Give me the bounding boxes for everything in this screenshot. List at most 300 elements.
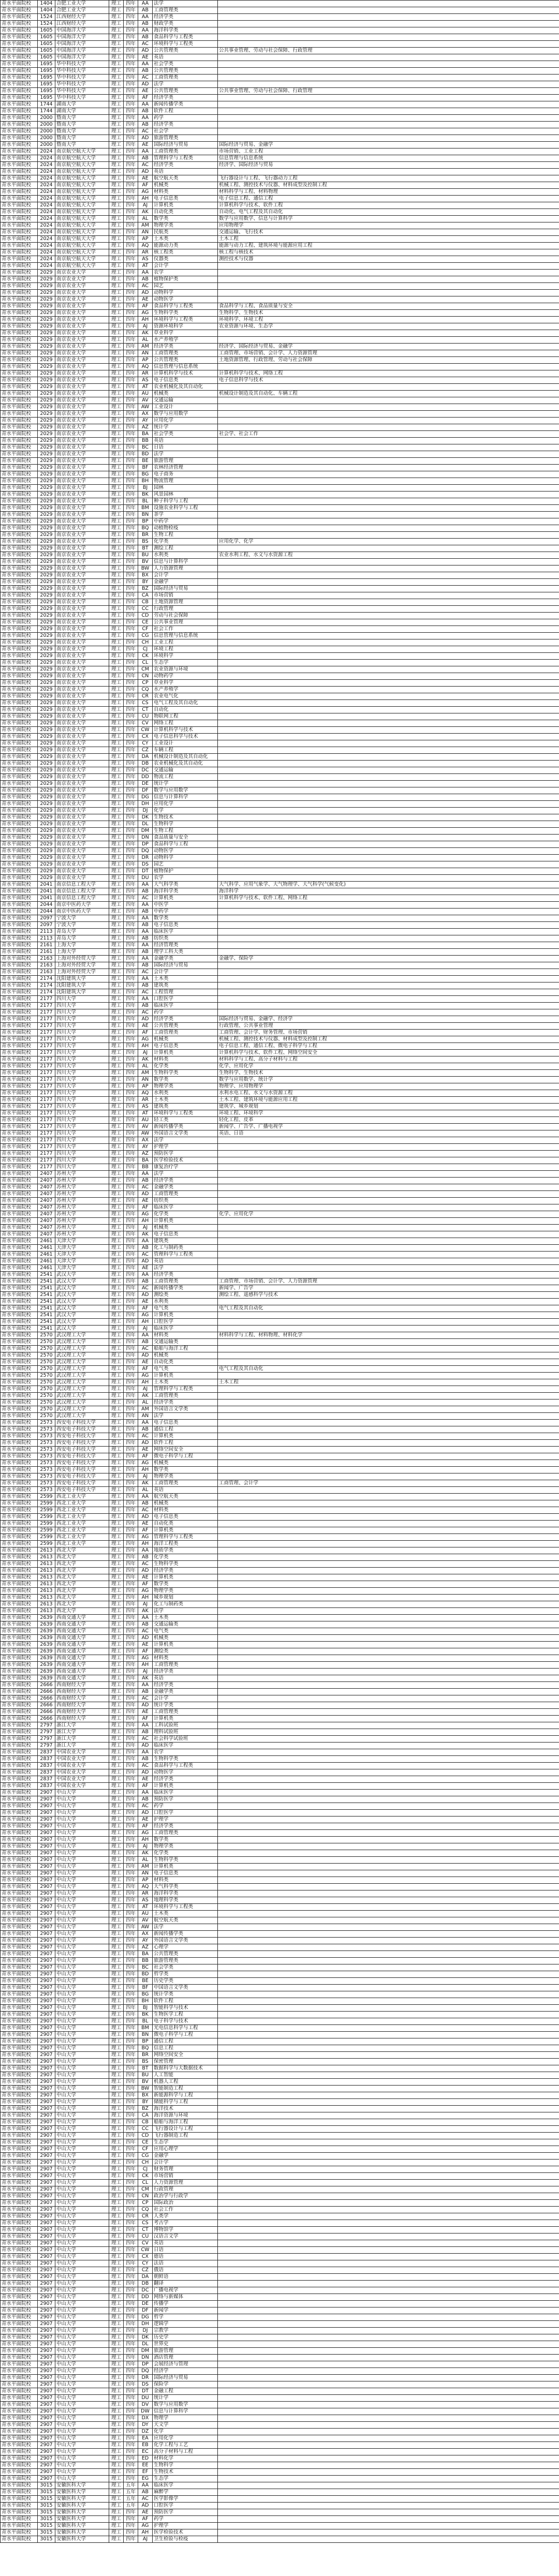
duration-cell: 四年 (124, 1776, 138, 1783)
school-name-cell: 四川大学 (55, 1124, 109, 1130)
school-code-cell: 2029 (38, 444, 55, 451)
category-cell: 理工 (109, 895, 124, 902)
school-name-cell: 暨南大学 (55, 115, 109, 122)
major-code-cell: AB (138, 34, 153, 41)
major-code-cell: AS (138, 377, 153, 384)
category-cell: 理工 (109, 767, 124, 774)
category-cell: 理工 (109, 1252, 124, 1258)
major-name-cell: 海洋工程类 (153, 1541, 218, 1547)
school-name-cell: 中山大学 (55, 1964, 109, 1971)
major-code-cell: BE (138, 1978, 153, 1985)
school-name-cell: 南京农业大学 (55, 404, 109, 411)
major-code-cell: AC (138, 1507, 153, 1514)
major-code-cell: BS (138, 539, 153, 545)
major-name-cell: 茶学 (153, 512, 218, 518)
major-name-cell: 卫生检验与检疫 (153, 2536, 218, 2543)
duration-cell: 四年 (124, 814, 138, 821)
major-name-cell: 微电子科学与工程 (153, 2032, 218, 2038)
school-code-cell: 3015 (38, 2516, 55, 2523)
duration-cell: 四年 (124, 263, 138, 270)
school-code-cell: 2029 (38, 370, 55, 377)
major-detail-cell (218, 2529, 559, 2536)
major-code-cell: AZ (138, 424, 153, 431)
batch-cell: 青水平面院校 (1, 1716, 38, 1722)
school-name-cell: 中山大学 (55, 2429, 109, 2435)
table-row (1, 2173, 559, 2180)
school-name-cell: 南京农业大学 (55, 565, 109, 572)
school-code-cell: 2907 (38, 2368, 55, 2375)
major-name-cell: 通信工程 (153, 2038, 218, 2045)
table-row (1, 976, 559, 982)
school-code-cell: 2907 (38, 1796, 55, 1803)
school-code-cell: 2666 (38, 1716, 55, 1722)
table-row (1, 613, 559, 619)
school-code-cell: 2177 (38, 1164, 55, 1171)
duration-cell: 四年 (124, 1521, 138, 1527)
major-name-cell: 工商管理类 (153, 1480, 218, 1487)
major-detail-cell (218, 680, 559, 687)
school-name-cell: 中山大学 (55, 2341, 109, 2348)
category-cell: 理工 (109, 296, 124, 303)
school-name-cell: 中山大学 (55, 1816, 109, 1823)
table-row (1, 2341, 559, 2348)
table-row (1, 1655, 559, 1662)
table-row (1, 350, 559, 357)
school-name-cell: 南京农业大学 (55, 330, 109, 337)
major-code-cell: AQ (138, 1090, 153, 1097)
category-cell: 理工 (109, 794, 124, 801)
table-row (1, 1857, 559, 1864)
category-cell: 理工 (109, 673, 124, 680)
table-row (1, 774, 559, 781)
table-row (1, 1803, 559, 1810)
category-cell: 理工 (109, 1911, 124, 1917)
batch-cell: 青水平面院校 (1, 814, 38, 821)
category-cell: 理工 (109, 2139, 124, 2146)
major-detail-cell (218, 2193, 559, 2200)
school-code-cell: 2541 (38, 1272, 55, 1278)
table-row (1, 364, 559, 370)
major-name-cell: 公共事业管理 (153, 619, 218, 626)
major-detail-cell (218, 639, 559, 646)
major-name-cell: 社会工作 (153, 2207, 218, 2213)
major-name-cell: 应用心理学 (153, 2146, 218, 2153)
table-row (1, 996, 559, 1003)
batch-cell: 青水平面院校 (1, 1722, 38, 1729)
major-code-cell: DA (138, 754, 153, 761)
school-code-cell: 2461 (38, 1245, 55, 1252)
school-code-cell: 2177 (38, 1043, 55, 1050)
batch-cell: 青水平面院校 (1, 458, 38, 465)
duration-cell: 四年 (124, 34, 138, 41)
major-code-cell: CW (138, 2247, 153, 2254)
major-code-cell: AC (138, 1803, 153, 1810)
major-code-cell: AH (138, 1043, 153, 1050)
major-code-cell: AC (138, 989, 153, 996)
major-detail-cell (218, 774, 559, 781)
batch-cell: 青水平面院校 (1, 2368, 38, 2375)
school-code-cell: 2161 (38, 949, 55, 956)
table-row (1, 639, 559, 646)
school-code-cell: 2029 (38, 384, 55, 391)
category-cell: 理工 (109, 565, 124, 572)
major-name-cell: 数学类 (153, 1077, 218, 1083)
major-name-cell: 工业设计 (153, 740, 218, 747)
major-code-cell: AD (138, 1635, 153, 1642)
table-row (1, 2005, 559, 2012)
school-name-cell: 中山大学 (55, 2092, 109, 2099)
category-cell: 理工 (109, 155, 124, 162)
table-row (1, 1756, 559, 1763)
table-row (1, 1554, 559, 1561)
category-cell: 理工 (109, 1769, 124, 1776)
category-cell: 理工 (109, 1716, 124, 1722)
category-cell: 理工 (109, 1527, 124, 1534)
school-name-cell: 苏州大学 (55, 1218, 109, 1225)
school-name-cell: 西安电子科技大学 (55, 1460, 109, 1467)
table-row (1, 902, 559, 909)
school-name-cell: 西北大学 (55, 1561, 109, 1568)
table-row (1, 1373, 559, 1379)
category-cell: 理工 (109, 2462, 124, 2469)
major-detail-cell (218, 565, 559, 572)
school-code-cell: 2163 (38, 962, 55, 969)
major-detail-cell (218, 579, 559, 586)
table-row (1, 1884, 559, 1890)
table-row (1, 27, 559, 34)
major-code-cell: AD (138, 1514, 153, 1521)
school-name-cell: 南京农业大学 (55, 761, 109, 767)
major-detail-cell (218, 808, 559, 814)
school-code-cell: 2407 (38, 1225, 55, 1231)
school-code-cell: 2029 (38, 471, 55, 478)
batch-cell: 青水平面院校 (1, 391, 38, 397)
duration-cell: 四年 (124, 868, 138, 875)
school-name-cell: 南京农业大学 (55, 660, 109, 666)
major-detail-cell (218, 2402, 559, 2408)
duration-cell: 四年 (124, 1857, 138, 1864)
major-detail-cell (218, 1581, 559, 1588)
duration-cell: 四年 (124, 1104, 138, 1110)
major-name-cell: 医学影像学 (153, 2496, 218, 2503)
school-name-cell: 西安电子科技大学 (55, 1467, 109, 1473)
major-code-cell: DT (138, 868, 153, 875)
major-name-cell: 公共管理类 (153, 1023, 218, 1030)
category-cell: 理工 (109, 1924, 124, 1931)
school-name-cell: 武汉理工大学 (55, 1346, 109, 1352)
duration-cell: 四年 (124, 424, 138, 431)
table-row (1, 209, 559, 216)
major-name-cell: 飞行器制造工程 (153, 2133, 218, 2139)
school-code-cell: 2044 (38, 909, 55, 915)
school-code-cell: 2177 (38, 1009, 55, 1016)
table-row (1, 303, 559, 310)
duration-cell: 四年 (124, 592, 138, 599)
table-row (1, 2099, 559, 2106)
major-detail-cell (218, 397, 559, 404)
major-code-cell: BV (138, 2079, 153, 2086)
major-detail-cell: 环境科学、环境工程 (218, 317, 559, 323)
table-row (1, 1137, 559, 1144)
table-row (1, 673, 559, 680)
table-row (1, 2375, 559, 2381)
school-code-cell: 2599 (38, 1494, 55, 1500)
school-code-cell: 2573 (38, 1447, 55, 1453)
school-name-cell: 南京农业大学 (55, 868, 109, 875)
duration-cell: 四年 (124, 391, 138, 397)
category-cell: 理工 (109, 1662, 124, 1669)
major-detail-cell: 信息管理与信息系统 (218, 155, 559, 162)
table-row (1, 1971, 559, 1978)
major-detail-cell: 自动化、电气工程及其自动化 (218, 209, 559, 216)
school-name-cell: 四川大学 (55, 1003, 109, 1009)
school-name-cell: 中山大学 (55, 2455, 109, 2462)
batch-cell: 青水平面院校 (1, 512, 38, 518)
major-code-cell: CH (138, 2160, 153, 2166)
school-name-cell: 南京农业大学 (55, 774, 109, 781)
category-cell: 理工 (109, 2240, 124, 2247)
school-name-cell: 中山大学 (55, 2153, 109, 2160)
duration-cell: 四年 (124, 720, 138, 727)
major-detail-cell (218, 1682, 559, 1689)
batch-cell: 青水平面院校 (1, 2415, 38, 2422)
school-name-cell: 天津大学 (55, 1265, 109, 1272)
category-cell: 理工 (109, 2442, 124, 2449)
school-name-cell: 苏州大学 (55, 1171, 109, 1178)
major-name-cell: 生物科学类 (153, 1756, 218, 1763)
table-row (1, 559, 559, 565)
duration-cell: 四年 (124, 54, 138, 61)
school-code-cell: 2029 (38, 317, 55, 323)
duration-cell: 四年 (124, 95, 138, 101)
table-row (1, 263, 559, 270)
school-code-cell: 2639 (38, 1669, 55, 1675)
major-code-cell: EG (138, 2476, 153, 2482)
category-cell: 理工 (109, 75, 124, 81)
school-name-cell: 中国海洋大学 (55, 27, 109, 34)
category-cell: 理工 (109, 1359, 124, 1366)
batch-cell: 青水平面院校 (1, 2213, 38, 2220)
school-code-cell: 2573 (38, 1420, 55, 1426)
major-code-cell: AG (138, 1655, 153, 1662)
major-detail-cell (218, 1695, 559, 1702)
major-code-cell: AK (138, 1056, 153, 1063)
school-code-cell: 2797 (38, 1743, 55, 1749)
duration-cell: 四年 (124, 1191, 138, 1198)
duration-cell: 四年 (124, 14, 138, 21)
batch-cell: 青水平面院校 (1, 1467, 38, 1473)
school-name-cell: 中山大学 (55, 1911, 109, 1917)
batch-cell: 青水平面院校 (1, 317, 38, 323)
major-detail-cell: 工商管理、市场营销、会计学、人力资源管理 (218, 1278, 559, 1285)
major-name-cell: 化学工程与工艺 (153, 2442, 218, 2449)
batch-cell: 青水平面院校 (1, 1547, 38, 1554)
major-detail-cell (218, 108, 559, 115)
major-name-cell: 口腔医学 (153, 1319, 218, 1326)
table-row (1, 1124, 559, 1130)
duration-cell: 四年 (124, 1467, 138, 1473)
batch-cell: 青水平面院校 (1, 1917, 38, 1924)
table-row (1, 1864, 559, 1870)
category-cell: 理工 (109, 1877, 124, 1884)
duration-cell: 四年 (124, 1998, 138, 2005)
table-row (1, 1272, 559, 1278)
major-code-cell: AD (138, 48, 153, 54)
batch-cell: 青水平面院校 (1, 1769, 38, 1776)
category-cell: 理工 (109, 1164, 124, 1171)
duration-cell: 四年 (124, 357, 138, 364)
major-name-cell: 电气类 (153, 1305, 218, 1312)
duration-cell: 四年 (124, 1931, 138, 1938)
major-code-cell: AB (138, 982, 153, 989)
table-row (1, 2455, 559, 2462)
major-name-cell: 人力资源管理 (153, 565, 218, 572)
batch-cell: 青水平面院校 (1, 2133, 38, 2139)
category-cell: 理工 (109, 2503, 124, 2509)
major-name-cell: 船舶与海洋工程 (153, 2119, 218, 2126)
school-name-cell: 南京农业大学 (55, 270, 109, 276)
major-code-cell: AB (138, 276, 153, 283)
school-name-cell: 南京农业大学 (55, 418, 109, 424)
major-code-cell: BL (138, 2018, 153, 2025)
category-cell: 理工 (109, 747, 124, 754)
major-code-cell: DP (138, 2361, 153, 2368)
major-detail-cell: 机械设计制造及其自动化、车辆工程 (218, 391, 559, 397)
major-detail-cell (218, 875, 559, 882)
major-code-cell: BM (138, 505, 153, 512)
batch-cell: 青水平面院校 (1, 1877, 38, 1884)
major-code-cell: AF (138, 182, 153, 189)
table-row (1, 2254, 559, 2260)
major-code-cell: DF (138, 2307, 153, 2314)
table-row (1, 2388, 559, 2395)
duration-cell: 四年 (124, 1615, 138, 1621)
duration-cell: 四年 (124, 2429, 138, 2435)
major-name-cell: 口腔医学 (153, 996, 218, 1003)
batch-cell: 青水平面院校 (1, 1218, 38, 1225)
batch-cell: 青水平面院校 (1, 2233, 38, 2240)
category-cell: 理工 (109, 1756, 124, 1763)
batch-cell: 青水平面院校 (1, 2462, 38, 2469)
school-code-cell: 2541 (38, 1299, 55, 1305)
major-name-cell: 法学 (153, 1265, 218, 1272)
major-detail-cell: 水利水电工程、水文与水资源工程 (218, 1090, 559, 1097)
batch-cell: 青水平面院校 (1, 545, 38, 552)
table-row (1, 1790, 559, 1796)
batch-cell: 青水平面院校 (1, 1050, 38, 1056)
table-row (1, 465, 559, 471)
major-detail-cell (218, 835, 559, 841)
major-detail-cell (218, 2462, 559, 2469)
batch-cell: 青水平面院校 (1, 438, 38, 444)
major-detail-cell: 金融学、保险学 (218, 956, 559, 962)
category-cell: 理工 (109, 1272, 124, 1278)
batch-cell: 青水平面院校 (1, 1238, 38, 1245)
school-code-cell: 2907 (38, 1816, 55, 1823)
school-code-cell: 2907 (38, 2281, 55, 2287)
major-code-cell: AC (138, 1285, 153, 1292)
duration-cell: 四年 (124, 1830, 138, 1837)
school-name-cell: 南京农业大学 (55, 431, 109, 438)
category-cell: 理工 (109, 2119, 124, 2126)
major-code-cell: AM (138, 1864, 153, 1870)
major-name-cell: 计算机类 (153, 1312, 218, 1319)
duration-cell: 四年 (124, 861, 138, 868)
major-name-cell: 金融学 (153, 579, 218, 586)
major-code-cell: DS (138, 2381, 153, 2388)
major-name-cell: 网络与新媒体 (153, 2294, 218, 2301)
table-row (1, 1151, 559, 1157)
school-code-cell: 2639 (38, 1642, 55, 1648)
school-name-cell: 西南交通大学 (55, 1675, 109, 1682)
category-cell: 理工 (109, 1117, 124, 1124)
major-name-cell: 环境科学与工程类 (153, 1904, 218, 1911)
batch-cell: 青水平面院校 (1, 1850, 38, 1857)
school-name-cell: 武汉理工大学 (55, 1373, 109, 1379)
school-name-cell: 南京农业大学 (55, 646, 109, 653)
major-code-cell: AE (138, 1521, 153, 1527)
table-row (1, 2368, 559, 2375)
table-row (1, 1346, 559, 1352)
school-code-cell: 2907 (38, 1857, 55, 1864)
major-detail-cell (218, 962, 559, 969)
batch-cell: 青水平面院校 (1, 135, 38, 142)
major-code-cell: AH (138, 1467, 153, 1473)
table-row (1, 2153, 559, 2160)
major-code-cell: CZ (138, 2267, 153, 2274)
major-name-cell: 计算机类 (153, 1050, 218, 1056)
category-cell: 理工 (109, 1292, 124, 1299)
major-detail-cell: 农业资源与环境、生态学 (218, 323, 559, 330)
school-name-cell: 武汉理工大学 (55, 1352, 109, 1359)
category-cell: 理工 (109, 814, 124, 821)
school-code-cell: 2029 (38, 828, 55, 835)
school-code-cell: 2029 (38, 808, 55, 814)
school-code-cell: 2907 (38, 2328, 55, 2334)
major-detail-cell (218, 982, 559, 989)
duration-cell: 四年 (124, 1198, 138, 1204)
major-name-cell: 草业科学 (153, 680, 218, 687)
category-cell: 理工 (109, 2529, 124, 2536)
major-name-cell: 工商管理类 (153, 1662, 218, 1669)
major-detail-cell (218, 1487, 559, 1494)
major-code-cell: AG (138, 2523, 153, 2529)
batch-cell: 青水平面院校 (1, 1164, 38, 1171)
major-code-cell: DX (138, 2415, 153, 2422)
major-detail-cell (218, 996, 559, 1003)
major-code-cell: BU (138, 552, 153, 559)
batch-cell: 青水平面院校 (1, 384, 38, 391)
major-detail-cell (218, 2099, 559, 2106)
major-detail-cell (218, 81, 559, 88)
major-detail-cell: 大气科学、应用气象学、大气物理学、大气科学(气候变化) (218, 882, 559, 888)
duration-cell: 四年 (124, 2355, 138, 2361)
batch-cell: 青水平面院校 (1, 1406, 38, 1413)
school-name-cell: 暨南大学 (55, 122, 109, 128)
school-code-cell: 2461 (38, 1238, 55, 1245)
major-code-cell: AB (138, 962, 153, 969)
major-detail-cell: 经济学、国际经济与贸易、金融学 (218, 344, 559, 350)
major-code-cell: AB (138, 1621, 153, 1628)
duration-cell: 四年 (124, 1514, 138, 1521)
major-detail-cell: 飞行器设计与工程、飞行器动力工程 (218, 175, 559, 182)
table-row (1, 1231, 559, 1238)
major-name-cell: 麻醉学 (153, 2489, 218, 2496)
major-detail-cell (218, 2301, 559, 2307)
major-code-cell: AN (138, 1077, 153, 1083)
table-row (1, 2180, 559, 2186)
category-cell: 理工 (109, 572, 124, 579)
